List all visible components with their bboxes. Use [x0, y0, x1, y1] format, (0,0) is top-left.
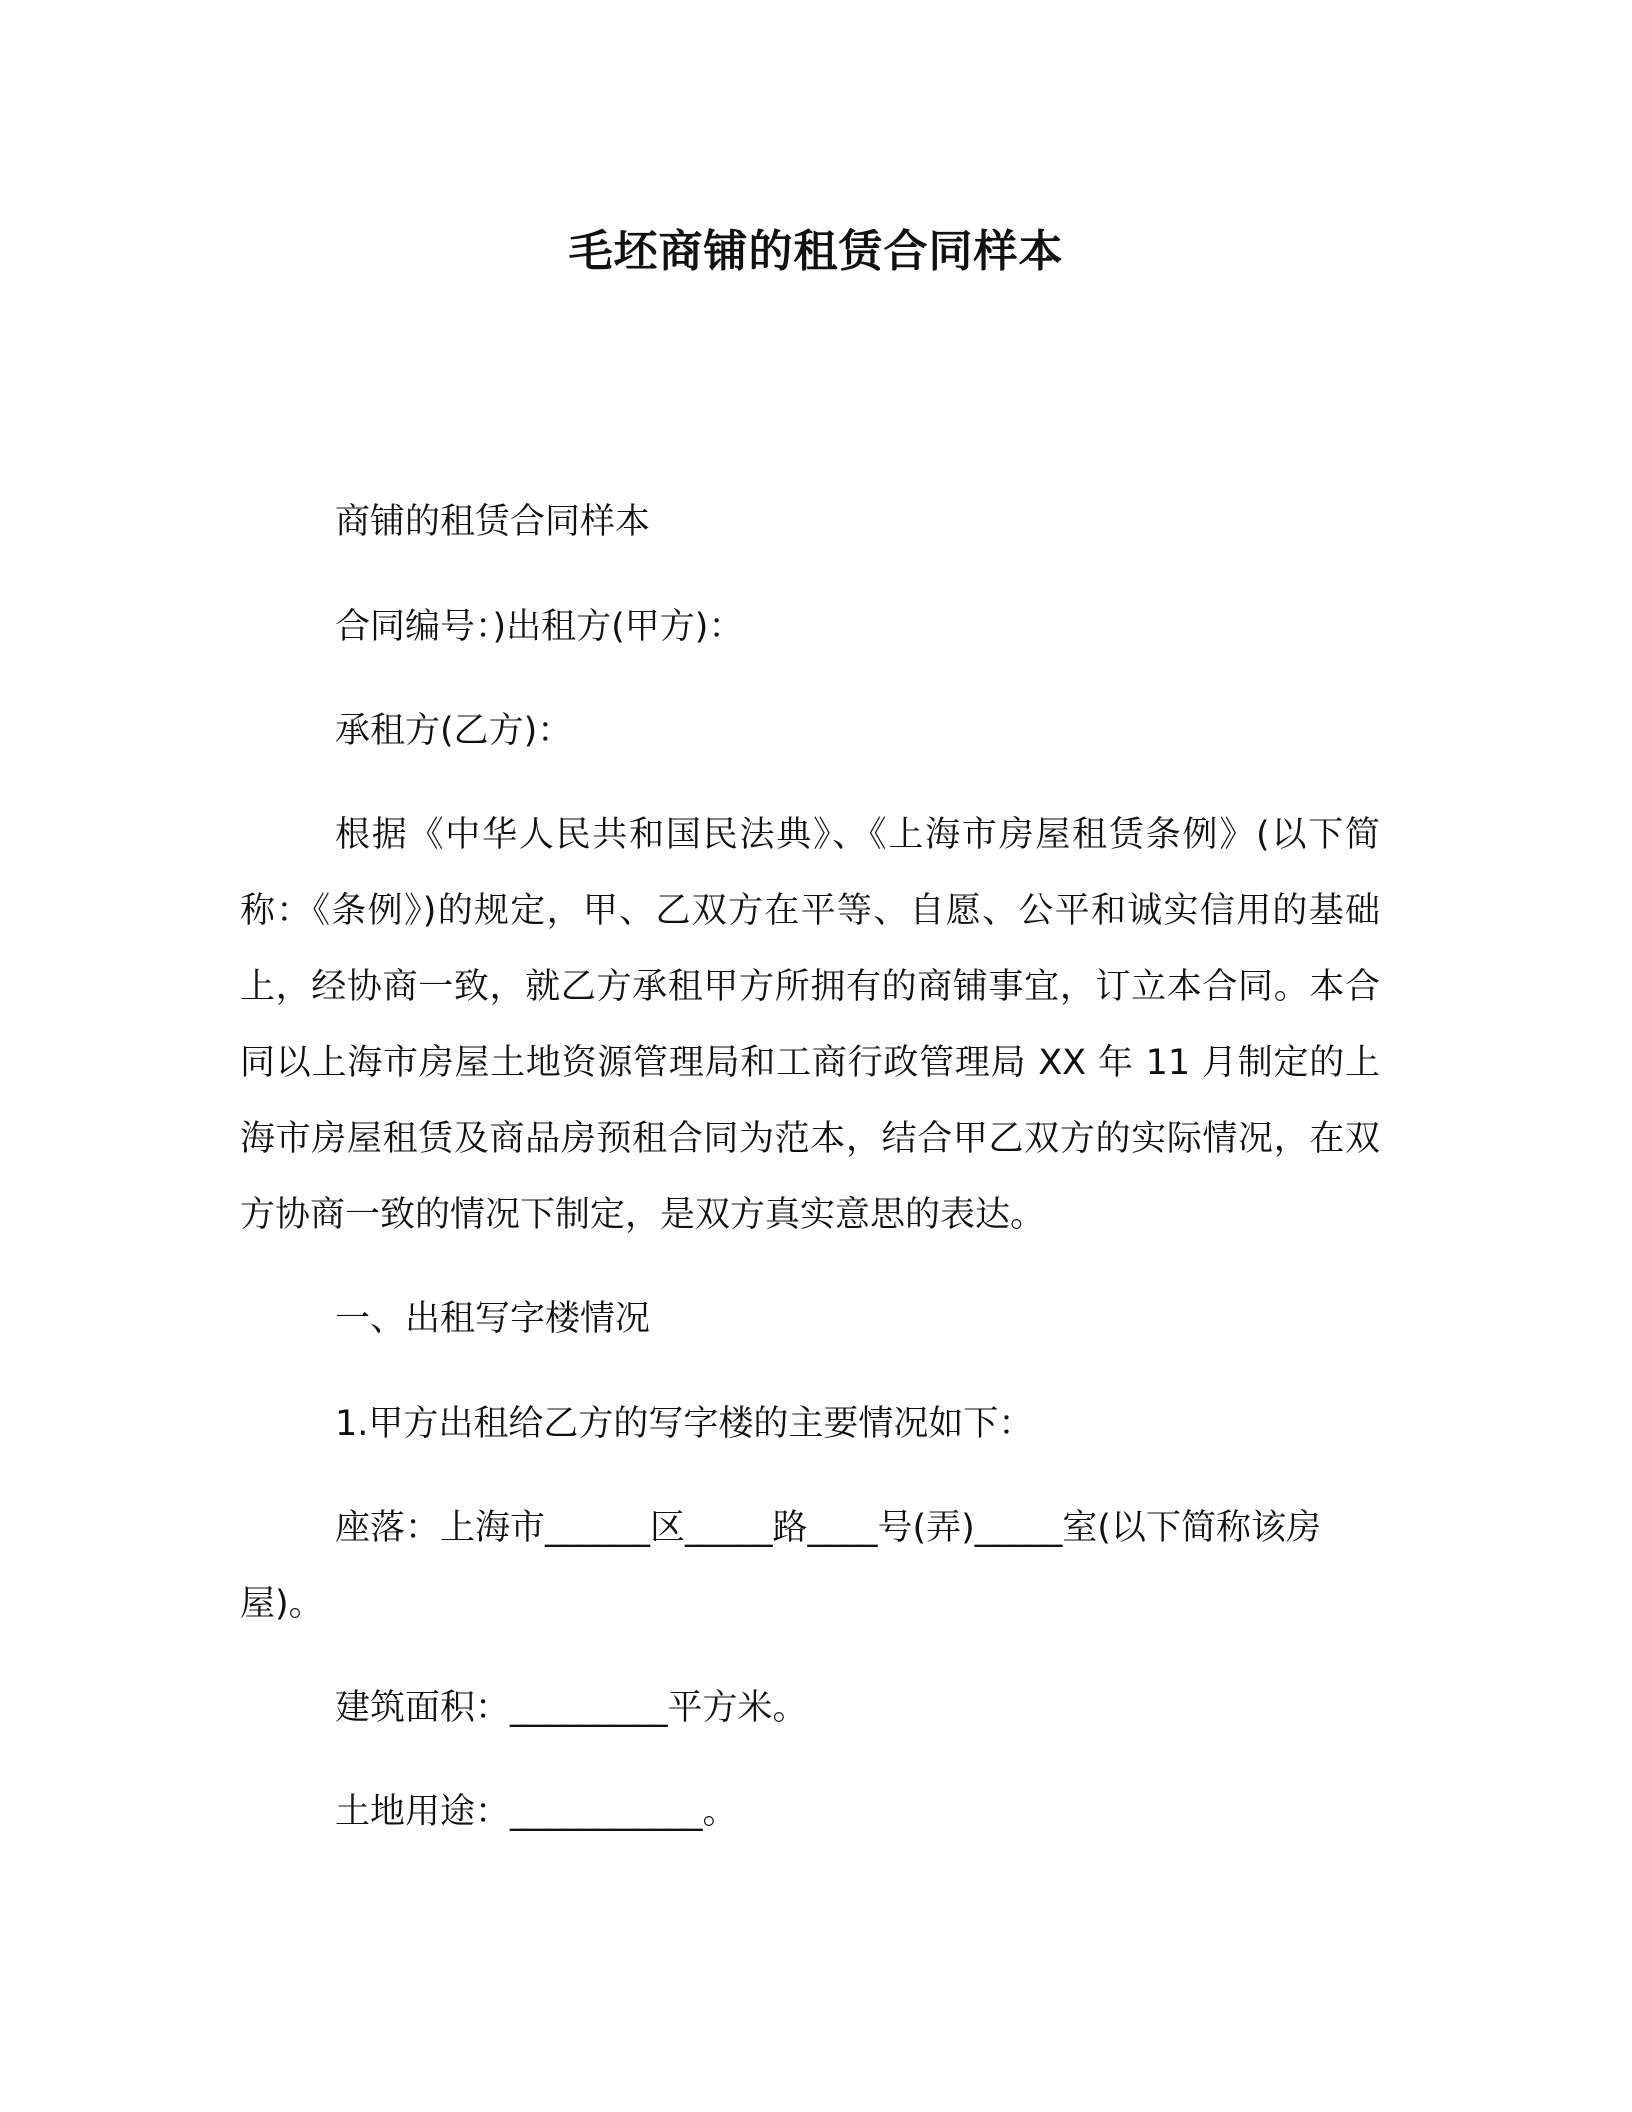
contract-number-paragraph: 合同编号：)出租方(甲方)：: [335, 607, 744, 647]
document-title: 毛坯商铺的租赁合同样本: [568, 226, 1064, 277]
land-use-paragraph: 土地用途：___________。: [335, 1792, 738, 1832]
location-paragraph: 座落：上海市______区_____路____号(弄)_____室(以下简称该房屋)。: [240, 1508, 1321, 1624]
party-b-paragraph: 承租方(乙方)：: [335, 711, 573, 751]
item-1-paragraph: 1.甲方出租给乙方的写字楼的主要情况如下：: [335, 1404, 1034, 1444]
sub-title-paragraph: 商铺的租赁合同样本: [335, 502, 651, 542]
section-heading-1: 一、出租写字楼情况: [335, 1299, 651, 1339]
building-area-paragraph: 建筑面积：_________平方米。: [335, 1688, 808, 1728]
legal-basis-paragraph: 根据《中华人民共和国民法典》、《上海市房屋租赁条例》(以下简称：《条例》)的规定，甲、乙双方在平等、自愿、公平和诚实信用的基础上，经协商一致，就乙方承租甲方所拥有的商铺事宜，订立本合同。本合同以上海市房屋土地资源管理局和工商行政管理局 XX 年 11 月制定的上海市房屋租赁及商品房预租合同为范本，结合甲乙双方的实际情况，在双方协商一致的情况下制定，是双方真实意思的表达。: [240, 815, 1380, 1235]
